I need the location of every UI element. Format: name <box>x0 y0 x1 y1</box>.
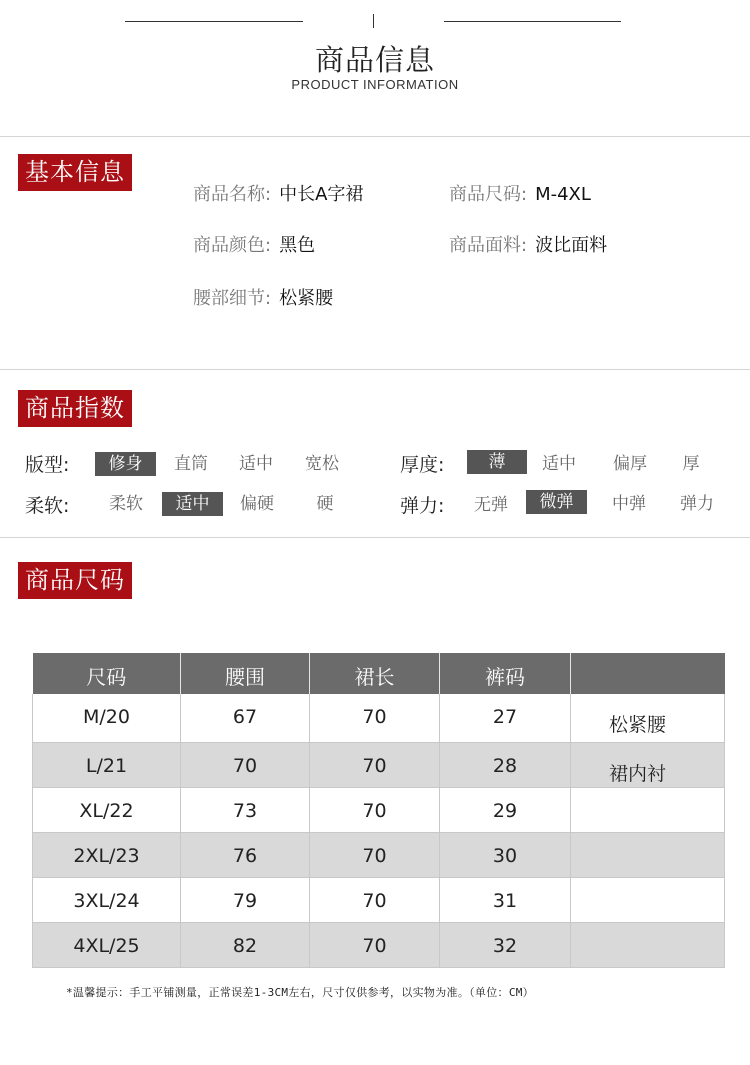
table-row <box>33 694 725 742</box>
info-item-fabric <box>449 231 607 257</box>
table-cell-pant-size: 29 <box>440 787 571 832</box>
table-cell-note <box>571 877 725 922</box>
table-cell-size: 4XL/25 <box>33 922 181 967</box>
table-cell-note: 裙内衬 <box>571 742 725 787</box>
table-cell-note <box>571 787 725 832</box>
index-option-fit-regular: 适中 <box>239 454 273 474</box>
table-cell-pant-size: 28 <box>440 742 571 787</box>
index-option-softness-harder: 偏硬 <box>240 494 274 514</box>
table-cell-length: 70 <box>310 877 440 922</box>
page-title: 商品信息 <box>314 43 435 77</box>
info-label: 商品面料: <box>449 235 528 256</box>
info-label: 商品名称: <box>193 184 272 205</box>
index-option-fit-straight: 直筒 <box>174 454 208 474</box>
table-cell-note <box>571 922 725 967</box>
size-table-header-row <box>33 653 725 694</box>
index-label-elasticity: 弹力: <box>400 495 445 517</box>
info-label: 腰部细节: <box>193 288 272 309</box>
table-row <box>33 787 725 832</box>
product-index-tag: 商品指数 <box>18 390 132 427</box>
header-line-left <box>125 21 303 22</box>
table-cell-pant-size: 32 <box>440 922 571 967</box>
index-option-softness-hard: 硬 <box>316 494 334 514</box>
table-cell-note: 松紧腰 <box>571 694 725 742</box>
index-option-elasticity-stretch: 弹力 <box>680 494 714 514</box>
index-option-softness-soft: 柔软 <box>109 494 143 514</box>
size-chart-tag: 商品尺码 <box>18 562 132 599</box>
index-option-thickness-medium: 适中 <box>542 454 576 474</box>
header-center-tick <box>373 14 374 28</box>
info-value: 松紧腰 <box>279 288 334 309</box>
info-value: 波比面料 <box>535 235 608 256</box>
divider-mid-2 <box>0 537 750 538</box>
table-cell-size: M/20 <box>33 694 181 742</box>
table-cell-pant-size: 31 <box>440 877 571 922</box>
table-row <box>33 832 725 877</box>
info-item-waist <box>193 284 333 310</box>
info-item-name <box>193 180 363 206</box>
index-option-fit-slim: 修身 <box>95 452 156 476</box>
index-label-softness: 柔软: <box>25 495 70 517</box>
divider-top <box>0 136 750 137</box>
size-table-header-note <box>571 653 725 694</box>
table-cell-pant-size: 30 <box>440 832 571 877</box>
index-option-thickness-thick: 厚 <box>682 454 700 474</box>
divider-mid-1 <box>0 369 750 370</box>
index-option-softness-medium: 适中 <box>162 492 223 516</box>
table-cell-length: 70 <box>310 922 440 967</box>
table-cell-size: L/21 <box>33 742 181 787</box>
table-cell-length: 70 <box>310 832 440 877</box>
index-option-elasticity-medium: 中弹 <box>612 494 646 514</box>
table-cell-note <box>571 832 725 877</box>
measurement-tip: *温馨提示：手工平铺测量，正常误差1-3CM左右，尺寸仅供参考，以实物为准。（单位：CM） <box>66 986 534 999</box>
table-row <box>33 742 725 787</box>
table-row <box>33 922 725 967</box>
table-cell-waist: 79 <box>181 877 310 922</box>
info-item-color <box>193 231 315 257</box>
table-cell-waist: 73 <box>181 787 310 832</box>
table-cell-waist: 82 <box>181 922 310 967</box>
index-option-elasticity-none: 无弹 <box>474 495 508 515</box>
info-value: 黑色 <box>279 235 316 256</box>
basic-info-tag: 基本信息 <box>18 154 132 191</box>
size-table-header-waist: 腰围 <box>181 653 310 694</box>
size-table <box>32 653 725 968</box>
table-cell-length: 70 <box>310 787 440 832</box>
index-label-thickness: 厚度: <box>400 454 445 476</box>
table-cell-waist: 76 <box>181 832 310 877</box>
page-subtitle: PRODUCT INFORMATION <box>291 77 459 92</box>
table-cell-length: 70 <box>310 694 440 742</box>
table-cell-length: 70 <box>310 742 440 787</box>
size-table-header-skirt-length: 裙长 <box>310 653 440 694</box>
index-label-fit: 版型: <box>25 454 70 476</box>
index-option-thickness-thicker: 偏厚 <box>613 454 647 474</box>
index-option-thickness-thin: 薄 <box>467 450 527 474</box>
index-option-fit-loose: 宽松 <box>305 454 339 474</box>
table-row <box>33 877 725 922</box>
table-cell-size: 2XL/23 <box>33 832 181 877</box>
info-label: 商品尺码: <box>449 184 528 205</box>
table-cell-size: XL/22 <box>33 787 181 832</box>
info-label: 商品颜色: <box>193 235 272 256</box>
info-value: M-4XL <box>535 184 591 205</box>
table-cell-waist: 67 <box>181 694 310 742</box>
header-line-right <box>444 21 621 22</box>
table-cell-pant-size: 27 <box>440 694 571 742</box>
info-value: 中长A字裙 <box>279 184 364 205</box>
index-option-elasticity-slight: 微弹 <box>526 490 587 514</box>
size-table-header-size: 尺码 <box>33 653 181 694</box>
info-item-size <box>449 180 591 206</box>
size-table-header-pant-size: 裤码 <box>440 653 571 694</box>
table-cell-size: 3XL/24 <box>33 877 181 922</box>
table-cell-waist: 70 <box>181 742 310 787</box>
